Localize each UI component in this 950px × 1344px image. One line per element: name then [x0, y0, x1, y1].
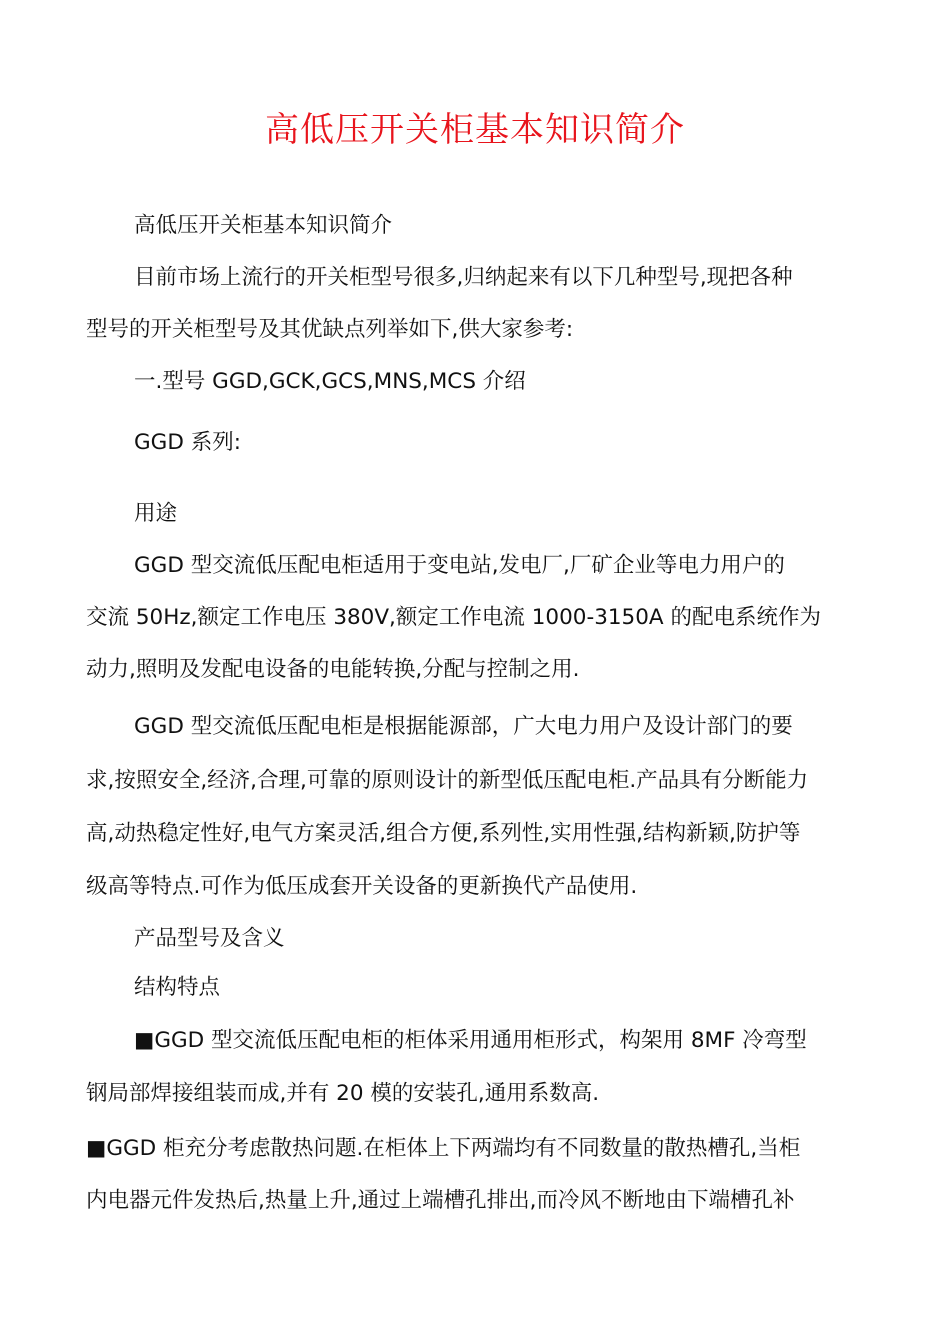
paragraph-line: 一.型号 GGD,GCK,GCS,MNS,MCS 介绍: [134, 369, 526, 394]
paragraph-line: 结构特点: [134, 975, 221, 1000]
paragraph-line: 级高等特点.可作为低压成套开关设备的更新换代产品使用.: [86, 874, 638, 899]
paragraph-line: ■GGD 型交流低压配电柜的柜体采用通用柜形式，构架用 8MF 冷弯型: [134, 1028, 807, 1053]
paragraph-line: 求,按照安全,经济,合理,可靠的原则设计的新型低压配电柜.产品具有分断能力: [86, 768, 809, 793]
document-title: 高低压开关柜基本知识简介: [265, 110, 685, 150]
paragraph-line: GGD 型交流低压配电柜是根据能源部，广大电力用户及设计部门的要: [134, 714, 793, 739]
paragraph-line: GGD 系列:: [134, 430, 241, 455]
paragraph-line: 产品型号及含义: [134, 926, 285, 951]
paragraph-line: 高,动热稳定性好,电气方案灵活,组合方便,系列性,实用性强,结构新颖,防护等: [86, 821, 801, 846]
paragraph-line: 型号的开关柜型号及其优缺点列举如下,供大家参考:: [86, 317, 574, 342]
paragraph-line: 目前市场上流行的开关柜型号很多,归纳起来有以下几种型号,现把各种: [134, 265, 793, 290]
paragraph-line: 高低压开关柜基本知识简介: [134, 213, 393, 238]
paragraph-line: 内电器元件发热后,热量上升,通过上端槽孔排出,而冷风不断地由下端槽孔补: [86, 1188, 795, 1213]
paragraph-line: 动力,照明及发配电设备的电能转换,分配与控制之用.: [86, 657, 580, 682]
paragraph-line: 用途: [134, 501, 178, 526]
paragraph-line: ■GGD 柜充分考虑散热问题.在柜体上下两端均有不同数量的散热槽孔,当柜: [86, 1136, 801, 1161]
paragraph-line: 交流 50Hz,额定工作电压 380V,额定工作电流 1000-3150A 的配电系统作为: [86, 605, 821, 630]
paragraph-line: GGD 型交流低压配电柜适用于变电站,发电厂,厂矿企业等电力用户的: [134, 553, 785, 578]
paragraph-line: 钢局部焊接组装而成,并有 20 模的安装孔,通用系数高.: [86, 1081, 600, 1106]
